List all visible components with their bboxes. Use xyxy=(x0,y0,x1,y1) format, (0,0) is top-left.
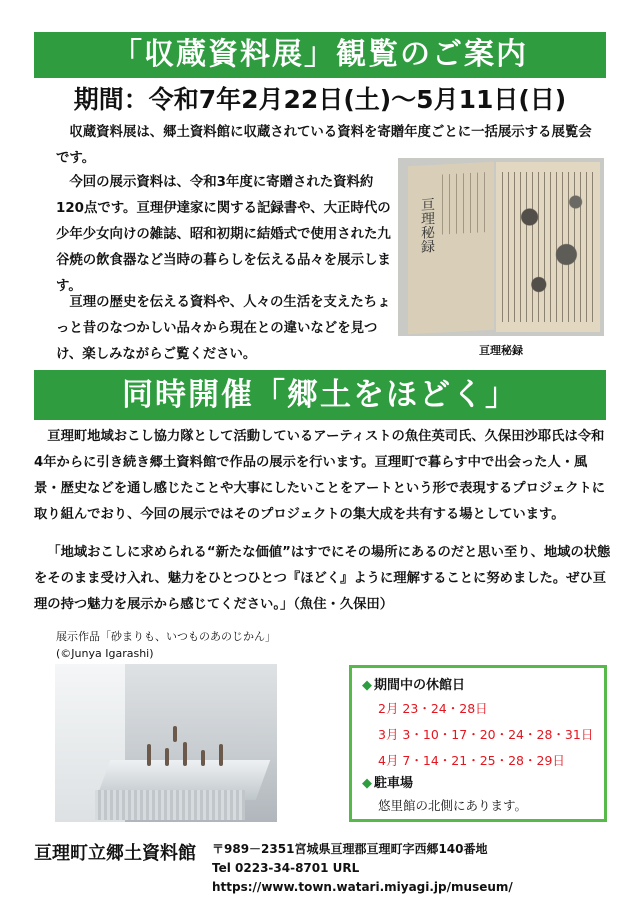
intro-paragraph-1: 収蔵資料展は、郷土資料館に収蔵されている資料を寄贈年度ごとに一括展示する展覧会です。 xyxy=(56,125,592,166)
art-credit: (©Junya Igarashi) xyxy=(56,647,154,660)
diamond-bullet-icon: ◆ xyxy=(362,776,372,791)
book-text-lines xyxy=(442,172,486,234)
contact-info xyxy=(212,840,640,897)
closed-days-feb: 2月 23・24・28日 xyxy=(378,701,488,716)
artwork-photo xyxy=(55,664,277,822)
hourglass-6 xyxy=(173,726,177,742)
hourglass-4 xyxy=(201,750,205,766)
intro-paragraph-2: 今回の展示資料は、令和3年度に寄贈された資料約120点です。亘理伊達家に関する記録書や、大正時代の少年少女向けの雑誌、昭和初期に結婚式で使用された九谷焼の飲食器など当時の暮らしを伝える品々を展示します。 xyxy=(56,175,391,294)
main-title: 「収蔵資料展」観覧のご案内 xyxy=(112,37,528,72)
closed-days-heading: ◆ 期間中の休館日 xyxy=(362,678,466,693)
phone-url: Tel 0223-34-8701 URL https://www.town.watari.miyagi.jp/museum/ xyxy=(212,861,513,894)
section2-paragraph-2: 「地域おこしに求められる“新たな価値”はすでにその場所にあるのだと思い至り、地域の状態をそのまま受け入れ、魅力をひとつひとつ『ほどく』ように理解することに努めました。ぜひ亘理の持つ魅力を展示から感じてください。」（魚住・久保田） xyxy=(34,545,611,612)
book-title: 亘理秘録 xyxy=(419,196,435,254)
art-caption xyxy=(56,628,276,662)
hourglass-3 xyxy=(183,742,187,766)
section2-paragraph-1: 亘理町地域おこし協力隊として活動しているアーティストの魚住英司氏、久保田沙耶氏は令和4年からに引き続き郷土資料館で作品の展示を行います。亘理町で暮らす中で出会った人・風景・歴史などを通し感じたことや大事にしたいことをアートという形で表現するプロジェクトに取り組んでおり、今回の展示ではそのプロジェクトの集大成を共有する場としています。 xyxy=(34,429,606,522)
museum-name: 亘理町立郷土資料館 xyxy=(34,843,196,864)
art-table-front xyxy=(95,790,245,820)
section2-banner xyxy=(34,370,606,420)
hourglass-1 xyxy=(147,744,151,766)
hourglass-2 xyxy=(165,748,169,766)
parking-text: 悠里館の北側にあります。 xyxy=(378,798,528,813)
section2-title: 同時開催「郷土をほどく」 xyxy=(122,377,518,413)
closed-days-mar: 3月 3・10・17・20・24・28・31日 xyxy=(378,727,594,742)
closed-days-box xyxy=(349,665,607,822)
diamond-bullet-icon: ◆ xyxy=(362,678,372,693)
book-photo xyxy=(398,158,604,336)
art-title: 展示作品「砂まりも、いつものあのじかん」 xyxy=(56,630,276,643)
main-title-banner xyxy=(34,32,606,78)
intro-paragraph-3: 亘理の歴史を伝える資料や、人々の生活を支えたちょっと昔のなつかしい品々から現在との違いなどを見つけ、楽しみながらご覧ください。 xyxy=(56,295,391,362)
exhibition-period: 期間：令和7年2月22日(土)～5月11日(日) xyxy=(73,85,567,114)
parking-heading: ◆ 駐車場 xyxy=(362,776,414,791)
book-left-page xyxy=(408,162,494,335)
address: 〒989－2351宮城県亘理郡亘理町字西郷140番地 xyxy=(212,842,488,856)
closed-days-apr: 4月 7・14・21・25・28・29日 xyxy=(378,753,565,768)
book-ink-illustration xyxy=(502,172,594,322)
hourglass-5 xyxy=(219,744,223,766)
book-right-page xyxy=(496,162,600,332)
book-caption: 亘理秘録 xyxy=(479,344,523,357)
